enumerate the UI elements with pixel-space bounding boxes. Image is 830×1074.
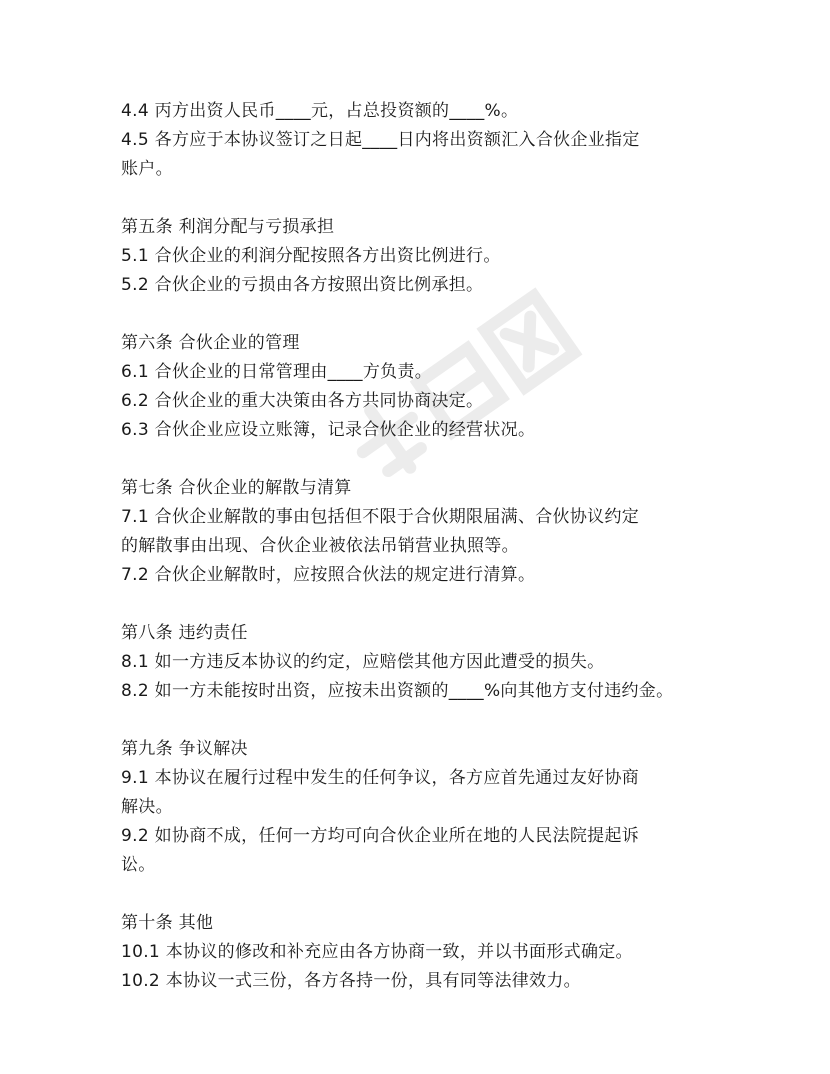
article-10-heading: 第十条 其他 [121,913,214,933]
clause-8-2: 8.2 如一方未能按时出资，应按未出资额的____%向其他方支付违约金。 [121,681,674,701]
clause-8-1: 8.1 如一方违反本协议的约定，应赔偿其他方因此遭受的损失。 [121,652,605,672]
clause-10-1: 10.1 本协议的修改和补充应由各方协商一致，并以书面形式确定。 [121,942,633,962]
clause-7-2: 7.2 合伙企业解散时，应按照合伙法的规定进行清算。 [121,565,536,585]
clause-4-5-continued: 账户。 [121,159,173,179]
clause-6-3: 6.3 合伙企业应设立账簿，记录合伙企业的经营状况。 [121,420,536,440]
article-5-heading: 第五条 利润分配与亏损承担 [121,217,335,237]
clause-9-2-continued: 讼。 [121,855,156,875]
section-article-5 [121,213,741,300]
section-article-7 [121,474,741,590]
clause-7-1-continued: 的解散事由出现、合伙企业被依法吊销营业执照等。 [121,536,519,556]
article-9-heading: 第九条 争议解决 [121,739,248,759]
article-7-heading: 第七条 合伙企业的解散与清算 [121,478,352,498]
clause-7-1: 7.1 合伙企业解散的事由包括但不限于合伙期限届满、合伙协议约定 [121,507,640,527]
clause-9-1-continued: 解决。 [121,797,173,817]
section-article-9 [121,735,741,880]
clause-5-2: 5.2 合伙企业的亏损由各方按照出资比例承担。 [121,275,484,295]
document-body [121,97,741,996]
article-8-heading: 第八条 违约责任 [121,623,248,643]
section-article-6 [121,329,741,445]
section-article-4-continued [121,97,741,184]
clause-10-2: 10.2 本协议一式三份，各方各持一份，具有同等法律效力。 [121,971,581,991]
clause-6-2: 6.2 合伙企业的重大决策由各方共同协商决定。 [121,391,484,411]
clause-6-1: 6.1 合伙企业的日常管理由____方负责。 [121,362,433,382]
section-article-8 [121,619,741,706]
article-6-heading: 第六条 合伙企业的管理 [121,333,300,353]
clause-5-1: 5.1 合伙企业的利润分配按照各方出资比例进行。 [121,246,501,266]
clause-9-2: 9.2 如协商不成，任何一方均可向合伙企业所在地的人民法院提起诉 [121,826,640,846]
clause-4-5: 4.5 各方应于本协议签订之日起____日内将出资额汇入合伙企业指定 [121,130,640,150]
clause-4-4: 4.4 丙方出资人民币____元，占总投资额的____%。 [121,101,519,121]
clause-9-1: 9.1 本协议在履行过程中发生的任何争议，各方应首先通过友好协商 [121,768,640,788]
section-article-10 [121,909,741,996]
